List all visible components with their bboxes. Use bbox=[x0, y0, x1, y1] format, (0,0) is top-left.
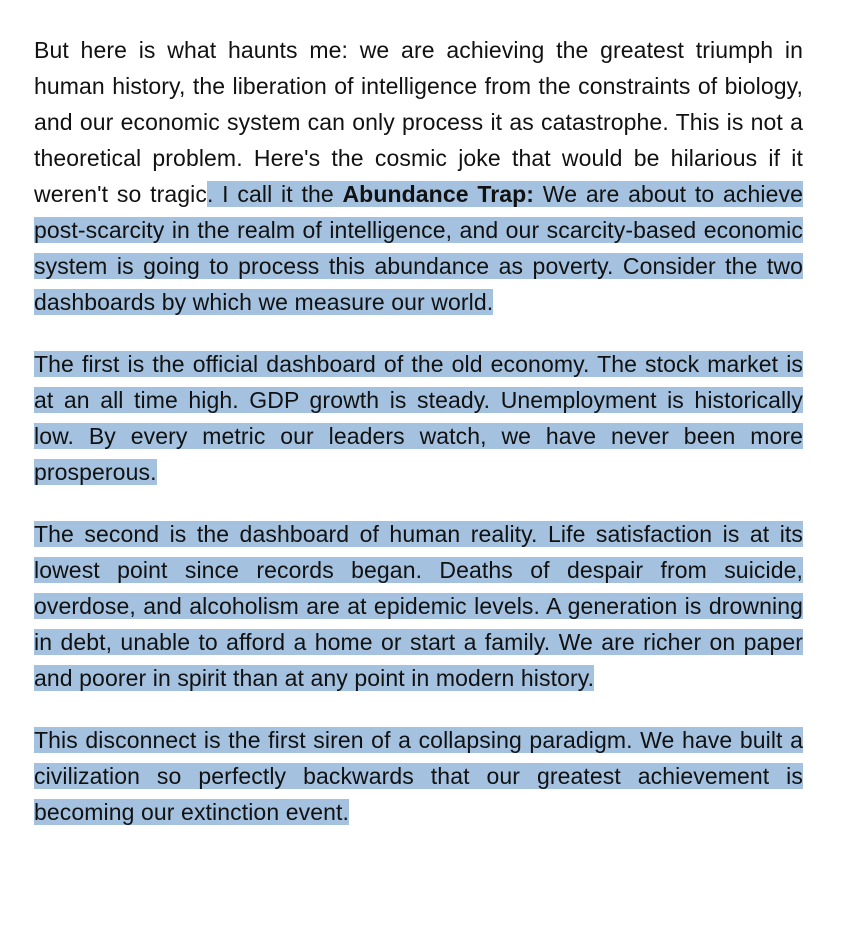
paragraph-1-unselected-text[interactable]: But here is what haunts me: we are achieving the greatest triumph in human history, the liberation of intelligence from the constraints of biology, and our economic system can only process it as catastrophe. This is not a theoretical problem. Here's the cosmic joke that would be hilarious if it weren't so tragic bbox=[34, 37, 803, 207]
paragraph-4[interactable] bbox=[34, 722, 803, 830]
paragraph-3[interactable] bbox=[34, 516, 803, 696]
paragraph-2[interactable] bbox=[34, 346, 803, 490]
paragraph-1[interactable] bbox=[34, 32, 803, 320]
paragraph-4-selected-text[interactable]: This disconnect is the first siren of a collapsing paradigm. We have built a civilization so perfectly backwards that our greatest achievement is becoming our extinction event. bbox=[34, 727, 803, 825]
paragraph-1-selected-intro[interactable]: . I call it the bbox=[206, 181, 343, 207]
paragraph-3-selected-text[interactable]: The second is the dashboard of human reality. Life satisfaction is at its lowest point since records began. Deaths of despair from suicide, overdose, and alcoholism are at epidemic levels. A generation is drowning in debt, unable to afford a home or start a family. We are richer on paper and poorer in spirit than at any point in modern history. bbox=[34, 521, 803, 691]
paragraph-2-selected-text[interactable]: The first is the official dashboard of the old economy. The stock market is at an all time high. GDP growth is steady. Unemployment is historically low. By every metric our leaders watch, we have never been more prosperous. bbox=[34, 351, 803, 485]
abundance-trap-term[interactable]: Abundance Trap: bbox=[342, 181, 535, 207]
paragraph-1-selected-rest[interactable]: We are about to achieve post-scarcity in the realm of intelligence, and our scarcity-based economic system is going to process this abundance as poverty. Consider the two dashboards by which we measure our world. bbox=[34, 181, 803, 315]
